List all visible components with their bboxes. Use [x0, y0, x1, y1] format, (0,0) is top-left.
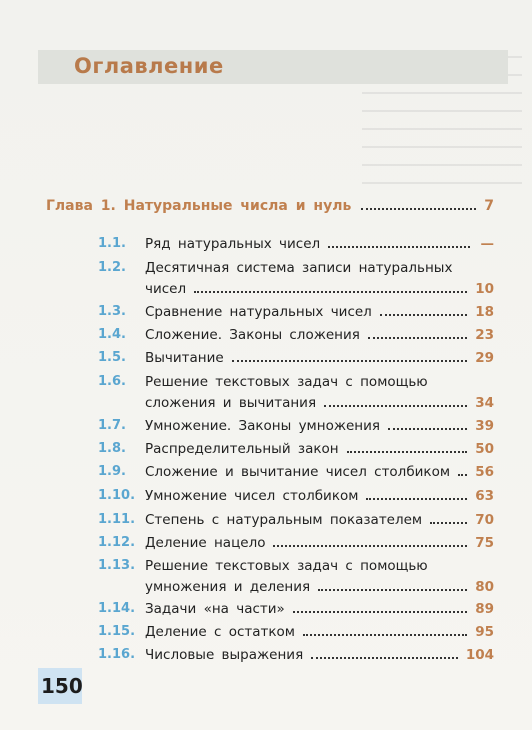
- toc-entry: [98, 535, 494, 556]
- section-number: 1.13.: [98, 558, 136, 573]
- dot-leader: [303, 633, 467, 636]
- section-title: Деление нацело: [145, 535, 266, 551]
- section-title: Вычитание: [145, 350, 224, 366]
- section-title: Решение текстовых задач с помощью: [145, 558, 428, 574]
- toc-entry: [98, 350, 494, 371]
- section-number: 1.11.: [98, 512, 136, 527]
- dot-leader: [361, 207, 476, 210]
- section-title: Сложение и вычитание чисел столбиком: [145, 464, 451, 480]
- toc-entry: [98, 624, 494, 645]
- toc-entry: [98, 558, 494, 600]
- section-number: 1.12.: [98, 535, 136, 550]
- section-number: 1.4.: [98, 327, 126, 342]
- section-title: Ряд натуральных чисел: [145, 236, 321, 252]
- section-number: 1.7.: [98, 418, 126, 433]
- section-title: Десятичная система записи натуральных: [145, 260, 453, 276]
- section-number: 1.2.: [98, 260, 126, 275]
- section-page: 63: [475, 488, 494, 504]
- section-page: 70: [475, 512, 494, 528]
- section-title: Числовые выражения: [145, 647, 304, 663]
- toc-entry: [98, 327, 494, 348]
- section-page: 75: [475, 535, 494, 551]
- dot-leader: [328, 245, 470, 248]
- chapter-heading: [46, 198, 494, 214]
- dot-leader: [368, 336, 467, 339]
- toc-entry: [98, 464, 494, 485]
- section-page: 23: [475, 327, 494, 343]
- section-number: 1.8.: [98, 441, 126, 456]
- section-page: 95: [475, 624, 494, 640]
- dot-leader: [388, 427, 467, 430]
- section-number: 1.15.: [98, 624, 136, 639]
- toc-entry: [98, 260, 494, 302]
- chapter-label: Глава 1. Натуральные числа и нуль: [46, 198, 352, 214]
- section-page: 89: [475, 601, 494, 617]
- chapter-page: 7: [484, 198, 494, 214]
- toc-entry: [98, 441, 494, 462]
- dot-leader: [430, 521, 467, 524]
- toc-entry: [98, 488, 494, 509]
- section-number: 1.9.: [98, 464, 126, 479]
- section-title: Задачи «на части»: [145, 601, 285, 617]
- section-page: 29: [475, 350, 494, 366]
- section-page: 39: [475, 418, 494, 434]
- page-title: Оглавление: [74, 54, 224, 78]
- section-number: 1.1.: [98, 236, 126, 251]
- section-number: 1.6.: [98, 374, 126, 389]
- dot-leader: [311, 656, 458, 659]
- dot-leader: [380, 313, 467, 316]
- dot-leader: [347, 450, 468, 453]
- section-title: Деление с остатком: [145, 624, 295, 640]
- section-title: Распределительный закон: [145, 441, 339, 457]
- section-title: умножения и деления: [145, 579, 311, 595]
- toc-entry: [98, 374, 494, 416]
- dot-leader: [293, 610, 467, 613]
- dot-leader: [366, 497, 467, 500]
- section-title: сложения и вычитания: [145, 395, 317, 411]
- section-title: Решение текстовых задач с помощью: [145, 374, 428, 390]
- page-number: 150: [41, 674, 83, 698]
- toc-entry: [98, 418, 494, 439]
- dot-leader: [318, 588, 467, 591]
- dot-leader: [194, 290, 467, 293]
- section-page: 56: [475, 464, 494, 480]
- section-number: 1.14.: [98, 601, 136, 616]
- section-number: 1.16.: [98, 647, 136, 662]
- toc-entry: [98, 304, 494, 325]
- section-page: —: [480, 236, 494, 252]
- section-title: Сложение. Законы сложения: [145, 327, 360, 343]
- section-page: 104: [465, 647, 494, 663]
- toc-entry: [98, 236, 494, 257]
- section-title: Умножение. Законы умножения: [145, 418, 381, 434]
- section-title: Сравнение натуральных чисел: [145, 304, 372, 320]
- dot-leader: [324, 404, 467, 407]
- section-title: Умножение чисел столбиком: [145, 488, 359, 504]
- section-page: 80: [475, 579, 494, 595]
- section-page: 50: [475, 441, 494, 457]
- dot-leader: [273, 544, 467, 547]
- section-page: 34: [475, 395, 494, 411]
- section-title: Степень с натуральным показателем: [145, 512, 423, 528]
- dot-leader: [232, 359, 467, 362]
- section-number: 1.10.: [98, 488, 136, 503]
- section-number: 1.5.: [98, 350, 126, 365]
- toc-entry: [98, 512, 494, 533]
- section-title: чисел: [145, 281, 187, 297]
- section-number: 1.3.: [98, 304, 126, 319]
- section-page: 18: [475, 304, 494, 320]
- dot-leader: [458, 473, 467, 476]
- section-page: 10: [475, 281, 494, 297]
- toc-entry: [98, 647, 494, 668]
- toc-entry: [98, 601, 494, 622]
